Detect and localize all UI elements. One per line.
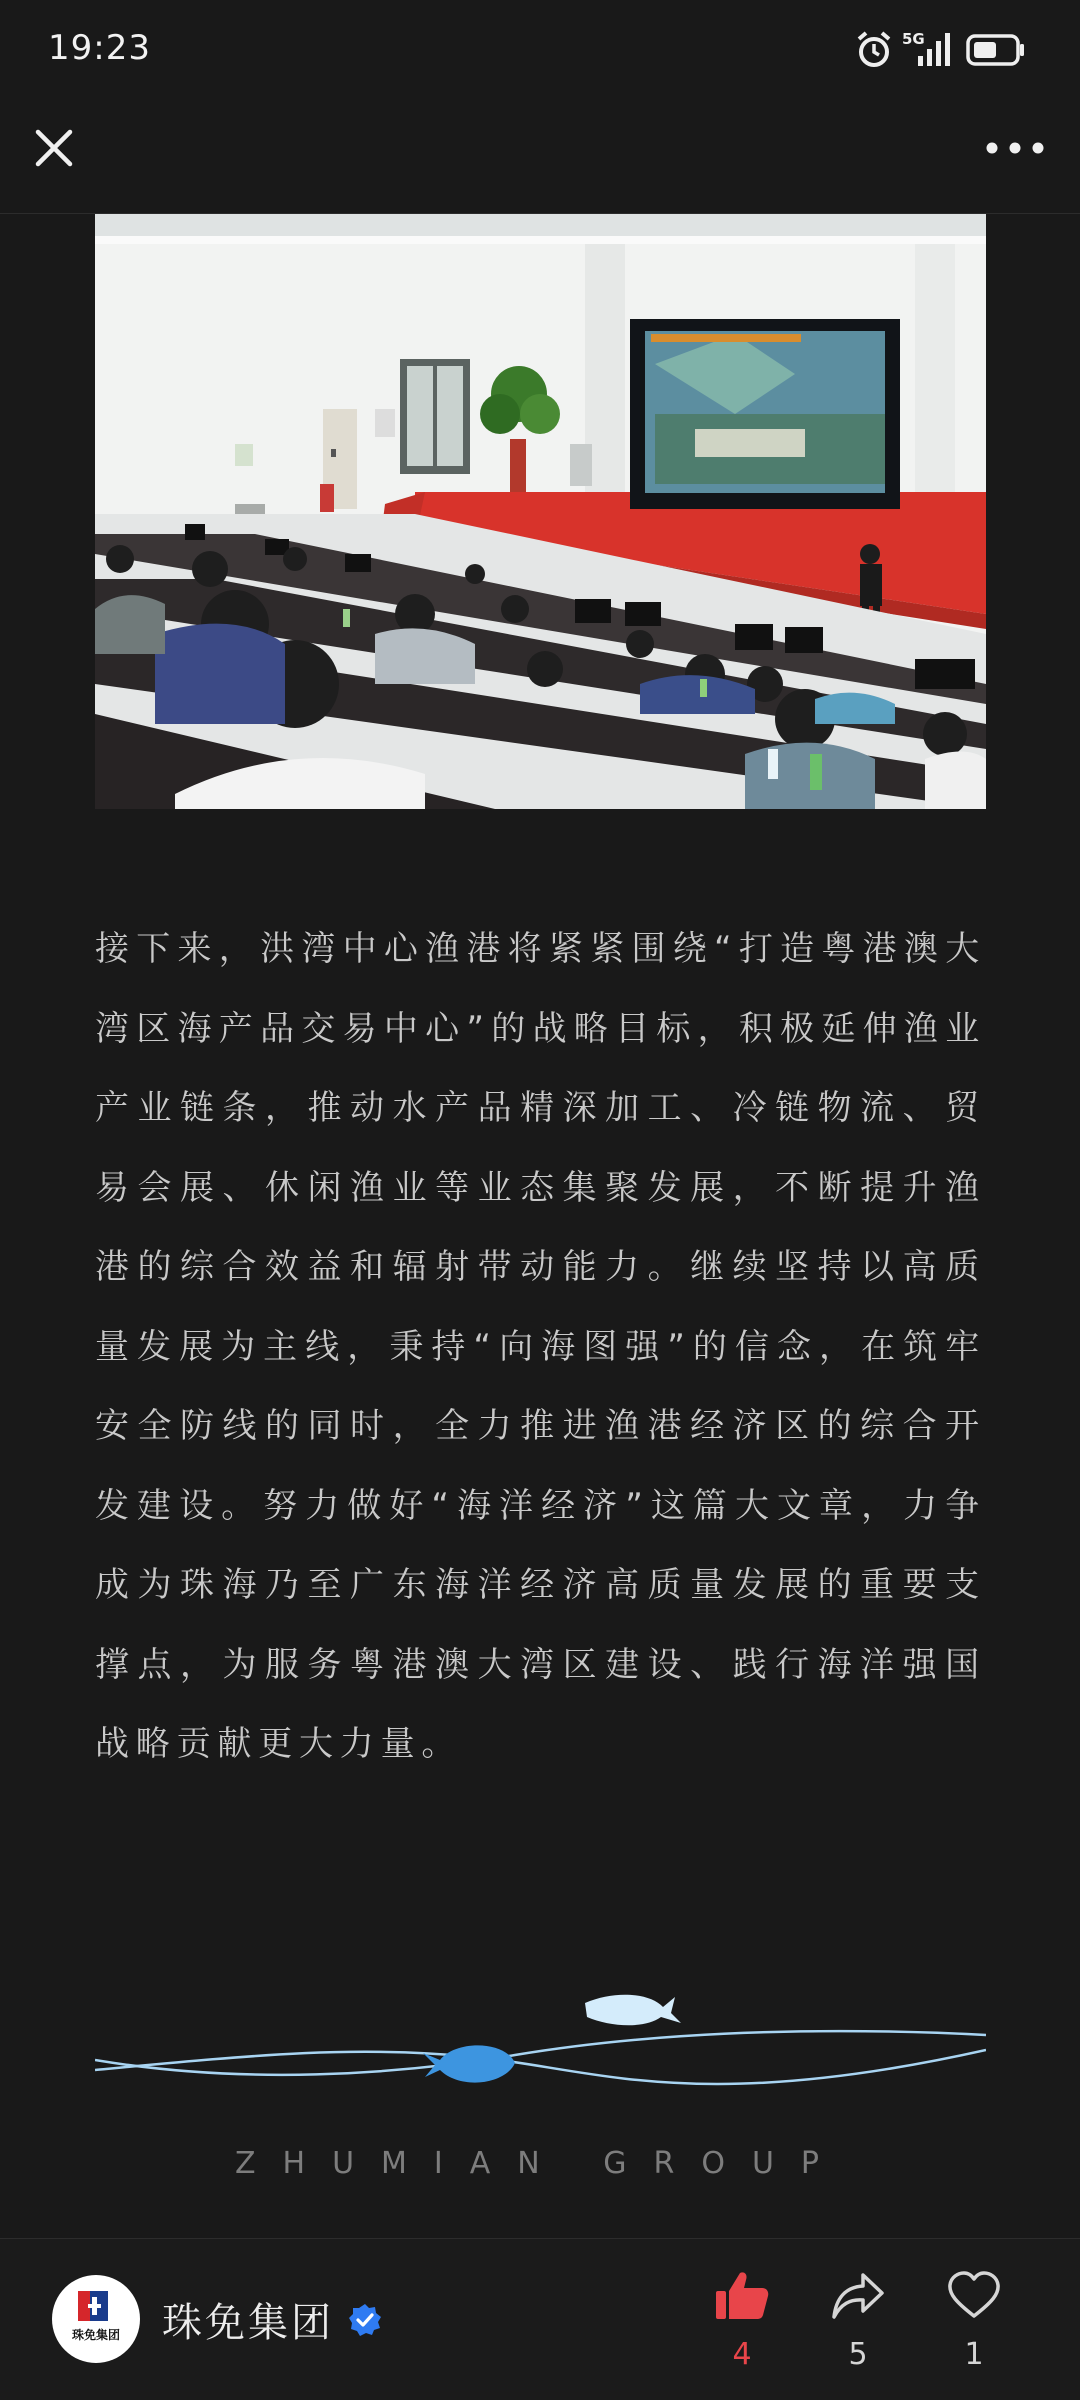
favorite-button[interactable] xyxy=(934,2269,1014,2372)
account-avatar[interactable] xyxy=(52,2275,140,2363)
top-navigation xyxy=(0,100,1080,214)
status-time: 19:23 xyxy=(48,28,151,68)
article-photo xyxy=(95,214,986,809)
share-button[interactable] xyxy=(818,2269,898,2372)
share-count: 5 xyxy=(848,2337,868,2372)
verified-badge-icon xyxy=(348,2303,382,2337)
brand-wave-graphic xyxy=(95,1985,986,2105)
signal-icon xyxy=(918,30,952,70)
thumbs-up-icon xyxy=(714,2269,770,2323)
article-body: 接下来，洪湾中心渔港将紧紧围绕“打造粤港澳大湾区海产品交易中心”的战略目标，积极延伸渔业产业链条，推动水产品精深加工、冷链物流、贸易会展、休闲渔业等业态集聚发展，不断提升渔港的综合效益和辐射带动能力。继续坚持以高质量发展为主线，秉持“向海图强”的信念，在筑牢安全防线的同时，全力推进渔港经济区的综合开发建设。努力做好“海洋经济”这篇大文章，力争成为珠海乃至广东海洋经济高质量发展的重要支撑点，为服务粤港澳大湾区建设、践行海洋强国战略贡献更大力量。 xyxy=(95,929,986,1764)
fish-icon xyxy=(585,1995,681,2026)
network-label: 5G xyxy=(902,30,925,48)
close-button[interactable] xyxy=(30,124,78,172)
avatar-text: 珠免集团 xyxy=(71,2328,121,2342)
account-name[interactable]: 珠免集团 xyxy=(162,2300,334,2346)
brand-tagline: ZHUMIAN GROUP xyxy=(234,2146,847,2181)
more-options-button[interactable] xyxy=(980,136,1050,160)
status-icons xyxy=(856,30,1036,74)
conference-hall-image xyxy=(95,214,986,809)
alarm-icon xyxy=(856,30,892,70)
favorite-count: 1 xyxy=(964,2337,984,2372)
share-icon xyxy=(830,2269,886,2323)
bottom-action-bar xyxy=(0,2238,1080,2400)
like-button[interactable] xyxy=(702,2269,782,2372)
more-options-icon xyxy=(980,136,1050,160)
status-bar xyxy=(0,0,1080,100)
fish-icon xyxy=(423,2045,515,2082)
close-icon xyxy=(30,124,78,172)
battery-icon xyxy=(966,30,1026,70)
heart-icon xyxy=(946,2269,1002,2323)
brand-logo-icon xyxy=(52,2275,140,2363)
like-count: 4 xyxy=(732,2337,752,2372)
